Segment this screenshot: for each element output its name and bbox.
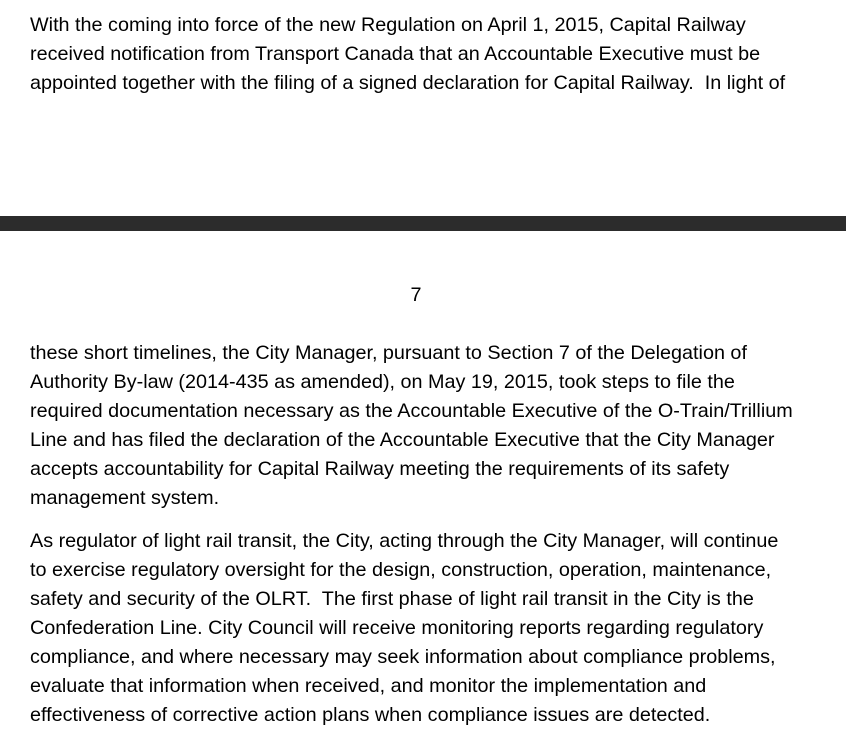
text-line: safety and security of the OLRT. The first phase of light rail transit in the City is the bbox=[30, 588, 754, 610]
text-line: compliance, and where necessary may seek information about compliance problems, bbox=[30, 646, 776, 668]
text-line: With the coming into force of the new Regulation on April 1, 2015, Capital Railway bbox=[30, 14, 746, 36]
text-line: As regulator of light rail transit, the City, acting through the City Manager, will continue bbox=[30, 530, 779, 552]
previous-page-content bbox=[30, 11, 846, 98]
text-line: Line and has filed the declaration of the Accountable Executive that the City Manager bbox=[30, 429, 775, 451]
text-line: accepts accountability for Capital Railway meeting the requirements of its safety bbox=[30, 458, 730, 480]
text-line: appointed together with the filing of a signed declaration for Capital Railway. In light of bbox=[30, 72, 786, 94]
page-number: 7 bbox=[410, 284, 422, 306]
text-line: these short timelines, the City Manager, pursuant to Section 7 of the Delegation of bbox=[30, 342, 747, 364]
text-line: to exercise regulatory oversight for the design, construction, operation, maintenance, bbox=[30, 559, 772, 581]
paragraph bbox=[30, 11, 846, 98]
page-separator-bar bbox=[0, 216, 846, 231]
text-line: management system. bbox=[30, 487, 220, 509]
text-line: Confederation Line. City Council will receive monitoring reports regarding regulatory bbox=[30, 617, 764, 639]
text-line: required documentation necessary as the Accountable Executive of the O-Train/Trillium bbox=[30, 400, 793, 422]
paragraph bbox=[30, 527, 846, 730]
paragraph bbox=[30, 339, 846, 513]
text-line: evaluate that information when received, and monitor the implementation and bbox=[30, 675, 707, 697]
text-line: Authority By-law (2014-435 as amended), on May 19, 2015, took steps to file the bbox=[30, 371, 735, 393]
text-line: effectiveness of corrective action plans when compliance issues are detected. bbox=[30, 704, 711, 726]
current-page-content bbox=[30, 339, 846, 730]
text-line: received notification from Transport Canada that an Accountable Executive must be bbox=[30, 43, 761, 65]
